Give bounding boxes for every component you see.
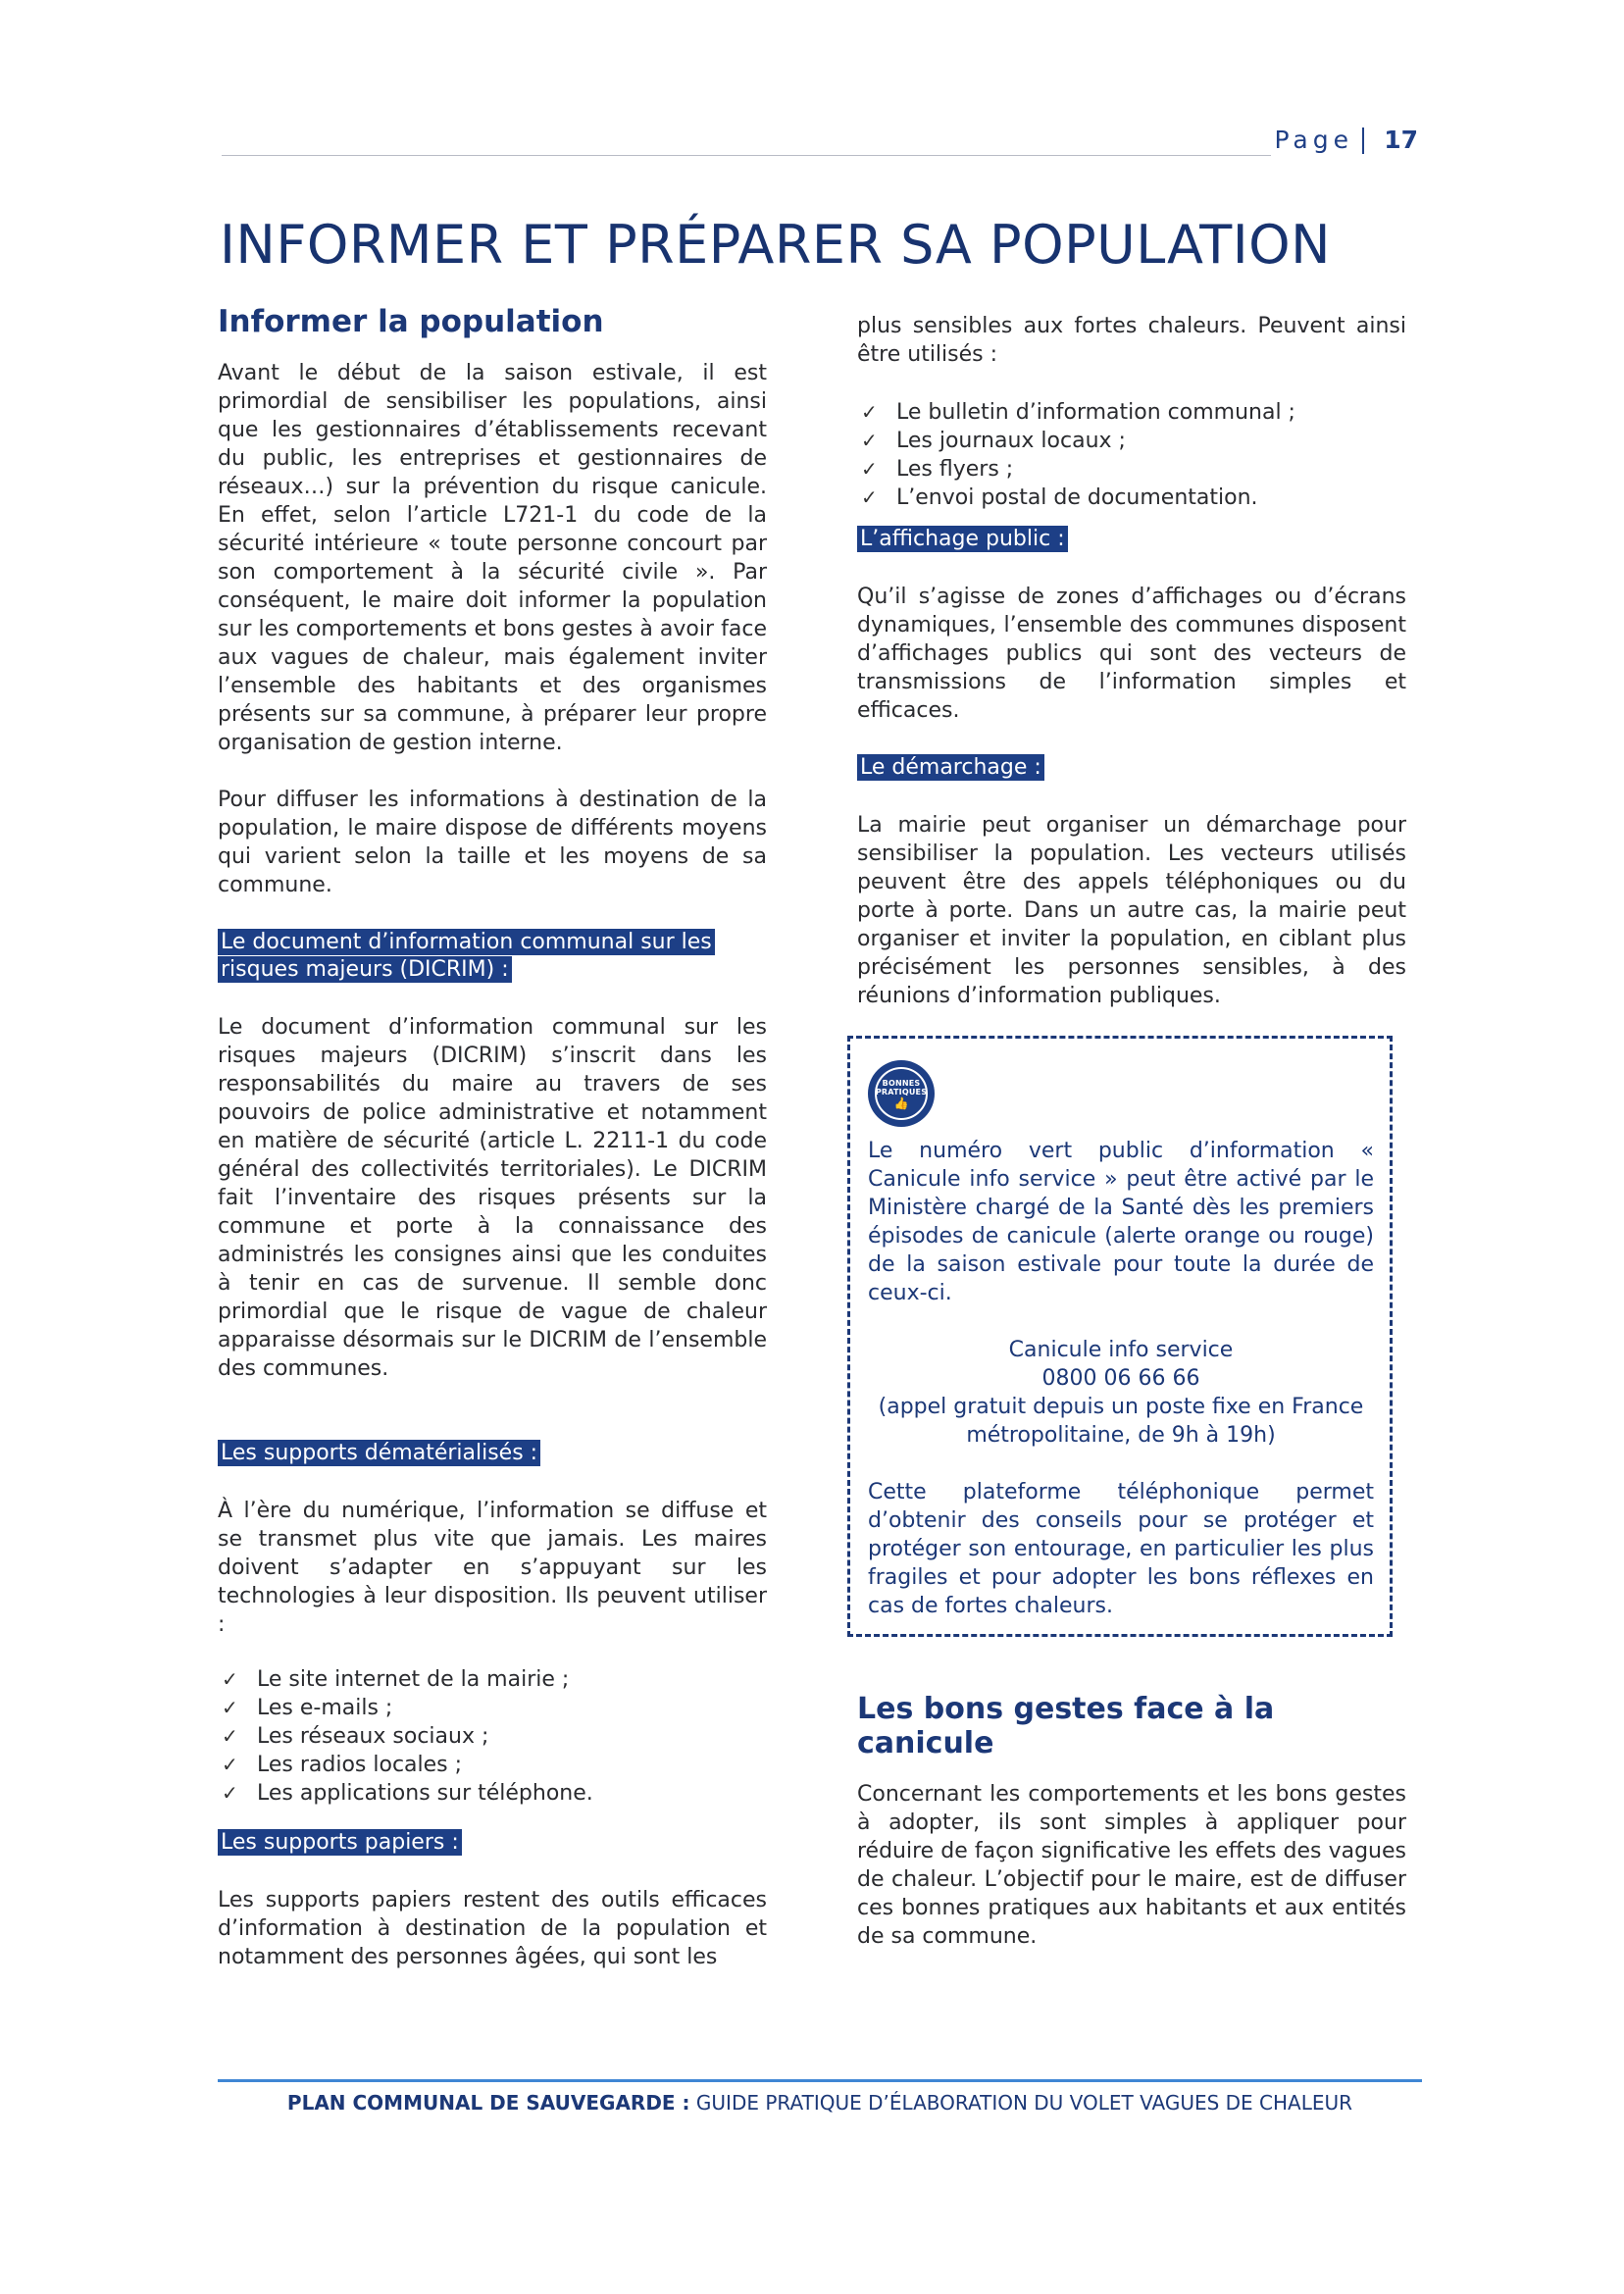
page-number-separator xyxy=(1362,127,1364,154)
page-label: Page xyxy=(1274,126,1353,154)
paragraph-moyens: Pour diffuser les informations à destination de la population, le maire dispose de différents moyens qui varient selon la taille et les moyens de sa commune. xyxy=(218,788,767,897)
list-item: ✓ Les journaux locaux ; xyxy=(861,429,1126,453)
check-icon: ✓ xyxy=(222,1667,238,1691)
subheading-affichage-block xyxy=(857,526,1406,553)
list-item: ✓ L’envoi postal de documentation. xyxy=(861,485,1258,510)
subheading-dicrim: Le document d’information communal sur les risques majeurs (DICRIM) : xyxy=(218,929,715,983)
badge-line-2: PRATIQUES xyxy=(875,1087,928,1096)
subheading-demarchage-block xyxy=(857,754,1406,782)
subheading-papiers: Les supports papiers : xyxy=(218,1829,462,1856)
footer-title: PLAN COMMUNAL DE SAUVEGARDE : xyxy=(286,2091,690,2115)
callout-text-numero-vert: Le numéro vert public d’information « Canicule info service » peut être activé par le Ministère chargé de la Santé dès les premiers épisodes de canicule (alerte orange ou rouge) de la saison estivale pour toute la durée de ceux-ci. xyxy=(868,1139,1374,1305)
paragraph-bons-gestes: Concernant les comportements et les bons gestes à adopter, ils sont simples à appliquer pour réduire de façon significative les effets des vagues de chaleur. L’objectif pour le maire, est de diffuser ces bonnes pratiques aux habitants et aux entités de sa commune. xyxy=(857,1782,1406,1949)
check-icon: ✓ xyxy=(861,457,878,481)
left-column xyxy=(218,304,767,1971)
check-icon: ✓ xyxy=(222,1696,238,1719)
page-title: INFORMER ET PRÉPARER SA POPULATION xyxy=(220,214,1332,276)
thumbs-up-icon: 👍 xyxy=(893,1096,909,1110)
paragraph-demarchage: La mairie peut organiser un démarchage pour sensibiliser la population. Les vecteurs utilisés peuvent être des appels téléphoniques ou du porte à porte. Dans un autre cas, la mairie peut organiser et inviter la population, en ciblant plus précisément les personnes sensibles, à des réunions d’information publiques. xyxy=(857,813,1406,1008)
callout-phone-note: (appel gratuit depuis un poste fixe en France métropolitaine, de 9h à 19h) xyxy=(878,1395,1364,1448)
paragraph-fortes-chaleurs: plus sensibles aux fortes chaleurs. Peuvent ainsi être utilisés : xyxy=(857,314,1406,367)
right-column xyxy=(857,312,1406,1951)
list-item: ✓ Le bulletin d’information communal ; xyxy=(861,400,1295,425)
list-item: ✓ Les e-mails ; xyxy=(222,1696,393,1720)
list-item: ✓ Le site internet de la mairie ; xyxy=(222,1667,570,1692)
check-icon: ✓ xyxy=(222,1724,238,1748)
paragraph-papiers: Les supports papiers restent des outils efficaces d’information à destination de la population et notamment des personnes âgées, qui sont les xyxy=(218,1888,767,1969)
check-icon: ✓ xyxy=(222,1781,238,1805)
list-item: ✓ Les réseaux sociaux ; xyxy=(222,1724,489,1749)
subheading-affichage: L’affichage public : xyxy=(857,526,1068,552)
paragraph-affichage: Qu’il s’agisse de zones d’affichages ou d’écrans dynamiques, l’ensemble des communes disposent d’affichages publics qui sont des vecteurs de transmissions de l’information simples et efficaces. xyxy=(857,585,1406,723)
paragraph-intro: Avant le début de la saison estivale, il est primordial de sensibiliser les populations, ainsi que les gestionnaires d’établissements recevant du public, les entreprises et gestionnaires de réseaux…) sur la prévention du risque canicule. En effet, selon l’article L721-1 du code de la sécurité intérieure « toute personne concourt par son comportement à la sécurité civile ». Par conséquent, le maire doit informer la population sur les comportements et bons gestes à avoir face aux vagues de chaleur, mais également inviter l’ensemble des habitants et des organismes présents sur sa commune, à préparer leur propre organisation de gestion interne. xyxy=(218,361,767,755)
callout-text-plateforme: Cette plateforme téléphonique permet d’obtenir des conseils pour se protéger et protéger son entourage, en particulier les plus fragiles et pour adopter les bons réflexes en cas de fortes chaleurs. xyxy=(868,1480,1374,1618)
footer-rule xyxy=(218,2079,1422,2082)
section-heading-informer: Informer la population xyxy=(218,304,604,339)
header-rule xyxy=(222,155,1271,156)
page-header xyxy=(222,126,1418,161)
subheading-papiers-block xyxy=(218,1829,767,1857)
subheading-dematerialises: Les supports dématérialisés : xyxy=(218,1440,540,1466)
paragraph-numerique: À l’ère du numérique, l’information se diffuse et se transmet plus vite que jamais. Les maires doivent s’adapter en s’appuyant sur les technologies à leur disposition. Ils peuvent utiliser : xyxy=(218,1499,767,1637)
bonnes-pratiques-badge xyxy=(868,1060,935,1127)
page-footer xyxy=(218,2091,1422,2115)
list-supports-dematerialises xyxy=(218,1665,767,1808)
callout-service-name: Canicule info service xyxy=(1008,1338,1234,1362)
badge-line-1: BONNES xyxy=(882,1078,921,1088)
paragraph-dicrim: Le document d’information communal sur les risques majeurs (DICRIM) s’inscrit dans les responsabilités du maire au travers de ses pouvoirs de police administrative et notamment en matière de sécurité (article L. 2211-1 du code général des collectivités territoriales). Le DICRIM fait l’inventaire des risques présents sur la commune et porte à la connaissance des administrés les consignes ainsi que les conduites à tenir en cas de survenue. Il semble donc primordial que le risque de vague de chaleur apparaisse désormais sur le DICRIM de l’ensemble des communes. xyxy=(218,1015,767,1381)
footer-subtitle: GUIDE PRATIQUE D’ÉLABORATION DU VOLET VAGUES DE CHALEUR xyxy=(689,2091,1353,2115)
callout-phone-number: 0800 06 66 66 xyxy=(1041,1366,1200,1391)
callout-bonnes-pratiques xyxy=(847,1036,1393,1637)
section-heading-bons-gestes: Les bons gestes face à la canicule xyxy=(857,1692,1275,1760)
check-icon: ✓ xyxy=(861,485,878,509)
list-item: ✓ Les radios locales ; xyxy=(222,1753,463,1777)
check-icon: ✓ xyxy=(861,400,878,424)
page-number: 17 xyxy=(1384,126,1418,154)
subheading-dicrim-block xyxy=(218,929,767,984)
list-item: ✓ Les flyers ; xyxy=(861,457,1014,482)
subheading-dematerialises-block xyxy=(218,1440,767,1467)
list-supports-papiers xyxy=(857,398,1406,512)
subheading-demarchage: Le démarchage : xyxy=(857,754,1044,781)
badge-ring xyxy=(875,1067,928,1120)
list-item: ✓ Les applications sur téléphone. xyxy=(222,1781,593,1806)
check-icon: ✓ xyxy=(222,1753,238,1776)
check-icon: ✓ xyxy=(861,429,878,452)
